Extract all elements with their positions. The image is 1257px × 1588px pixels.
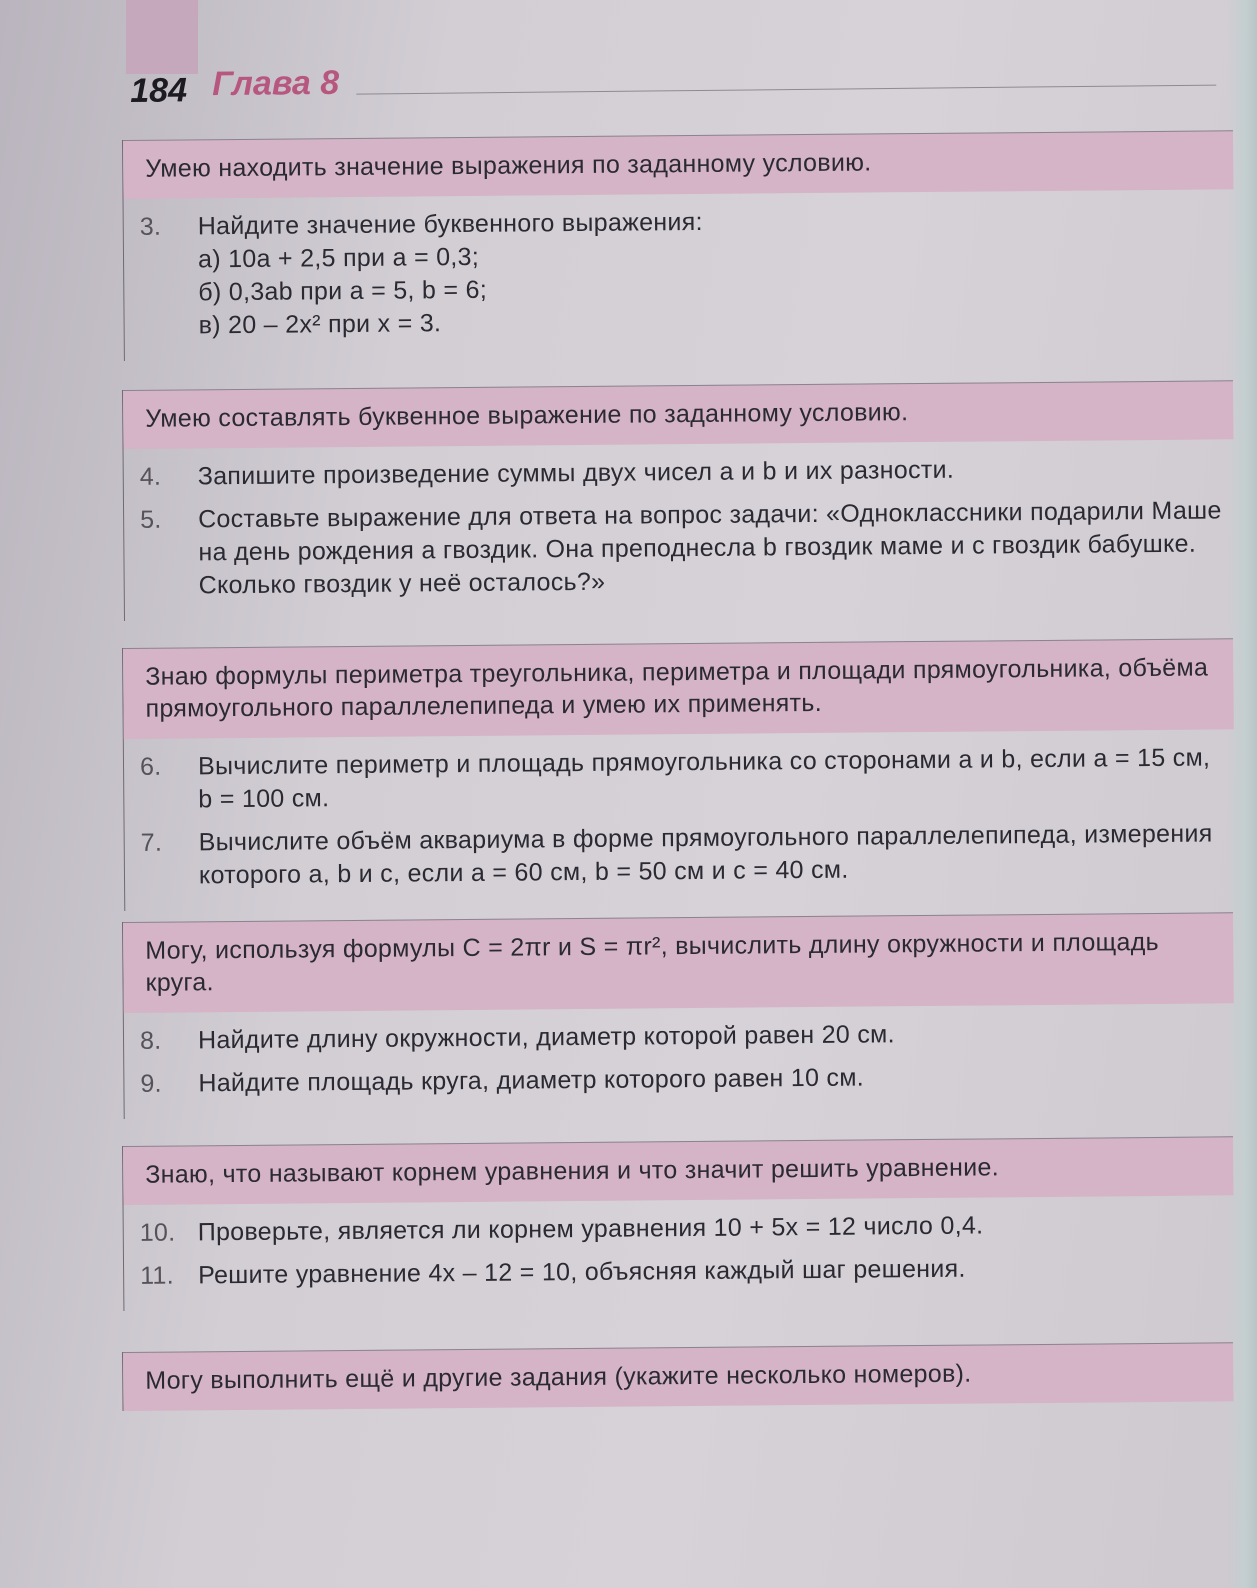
section-heading: Знаю, что называют корнем уравнения и что значит решить уравнение. xyxy=(123,1136,1233,1205)
section-heading: Могу, используя формулы C = 2πr и S = πr², вычислить длину окружности и площадь круга. xyxy=(123,912,1234,1013)
task-number: 9. xyxy=(140,1069,162,1098)
task-text: Составьте выражение для ответа на вопрос задачи: «Одноклассники подарили Маше на день рождения a гвоздик. Она преподнесла b гвоздик маме и c гвоздик бабушке. Сколько гвоздик у неё осталось?» xyxy=(198,496,1222,600)
section-heading: Умею находить значение выражения по заданному условию. xyxy=(123,130,1233,199)
chapter-title: Глава 8 xyxy=(211,63,340,104)
task-5 xyxy=(140,494,1225,602)
task-text: Проверьте, является ли корнем уравнения 10 + 5x = 12 число 0,4. xyxy=(197,1211,984,1247)
section-body xyxy=(124,189,1235,361)
header-rule xyxy=(356,85,1216,95)
task-number: 4. xyxy=(139,462,162,491)
section-heading: Могу выполнить ещё и другие задания (укажите несколько номеров). xyxy=(123,1342,1233,1411)
task-text xyxy=(198,201,1225,342)
task-number: 6. xyxy=(139,752,162,781)
task-item-b: б) 0,3ab при a = 5, b = 6; xyxy=(198,275,488,307)
section-equations xyxy=(122,1136,1234,1311)
section-heading: Умею составлять буквенное выражение по заданному условию. xyxy=(123,380,1233,449)
task-number: 11. xyxy=(140,1261,175,1290)
section-circle-formulas xyxy=(122,912,1235,1119)
task-text: Решите уравнение 4x – 12 = 10, объясняя каждый шаг решения. xyxy=(198,1254,966,1290)
section-body xyxy=(124,439,1235,621)
page-number: 184 xyxy=(130,71,188,110)
task-6 xyxy=(140,741,1225,816)
task-prompt: Найдите значение буквенного выражения: xyxy=(197,207,703,241)
section-formulas-perimeter-area xyxy=(122,638,1235,911)
task-text: Найдите площадь круга, диаметр которого равен 10 см. xyxy=(198,1063,865,1098)
task-item-c: в) 20 – 2x² при x = 3. xyxy=(198,309,442,340)
task-item-a: а) 10a + 2,5 при a = 0,3; xyxy=(197,242,480,274)
section-body xyxy=(124,1195,1235,1311)
section-expression-value xyxy=(122,130,1235,361)
task-9 xyxy=(140,1058,1224,1100)
task-number: 10. xyxy=(139,1218,176,1247)
task-text: Запишите произведение суммы двух чисел a и b и их разности. xyxy=(197,455,955,491)
task-number: 8. xyxy=(139,1026,162,1055)
task-4 xyxy=(140,451,1224,493)
section-other-tasks xyxy=(122,1342,1233,1411)
task-number: 5. xyxy=(140,505,162,534)
section-body xyxy=(124,1003,1235,1119)
task-text: Вычислите периметр и площадь прямоугольника со сторонами a и b, если a = 15 см, b = 100 см. xyxy=(197,743,1211,814)
task-text: Вычислите объём аквариума в форме прямоугольного параллелепипеда, измерения которого a, b и c, если a = 60 см, b = 50 см и c = 40 см. xyxy=(198,819,1213,890)
task-10 xyxy=(140,1207,1224,1249)
task-text: Найдите длину окружности, диаметр которой равен 20 см. xyxy=(197,1020,895,1055)
task-3 xyxy=(140,201,1225,342)
section-compose-expression xyxy=(122,380,1235,621)
section-heading: Знаю формулы периметра треугольника, периметра и площади прямоугольника, объёма прямоугольного параллелепипеда и умею их применять. xyxy=(123,638,1234,739)
section-body xyxy=(124,729,1235,911)
task-8 xyxy=(140,1015,1224,1057)
task-number: 3. xyxy=(139,212,162,241)
task-number: 7. xyxy=(140,828,163,857)
running-head xyxy=(126,54,1226,110)
task-11 xyxy=(140,1250,1224,1292)
task-7 xyxy=(141,817,1226,892)
chapter-tab-marker xyxy=(126,0,198,74)
